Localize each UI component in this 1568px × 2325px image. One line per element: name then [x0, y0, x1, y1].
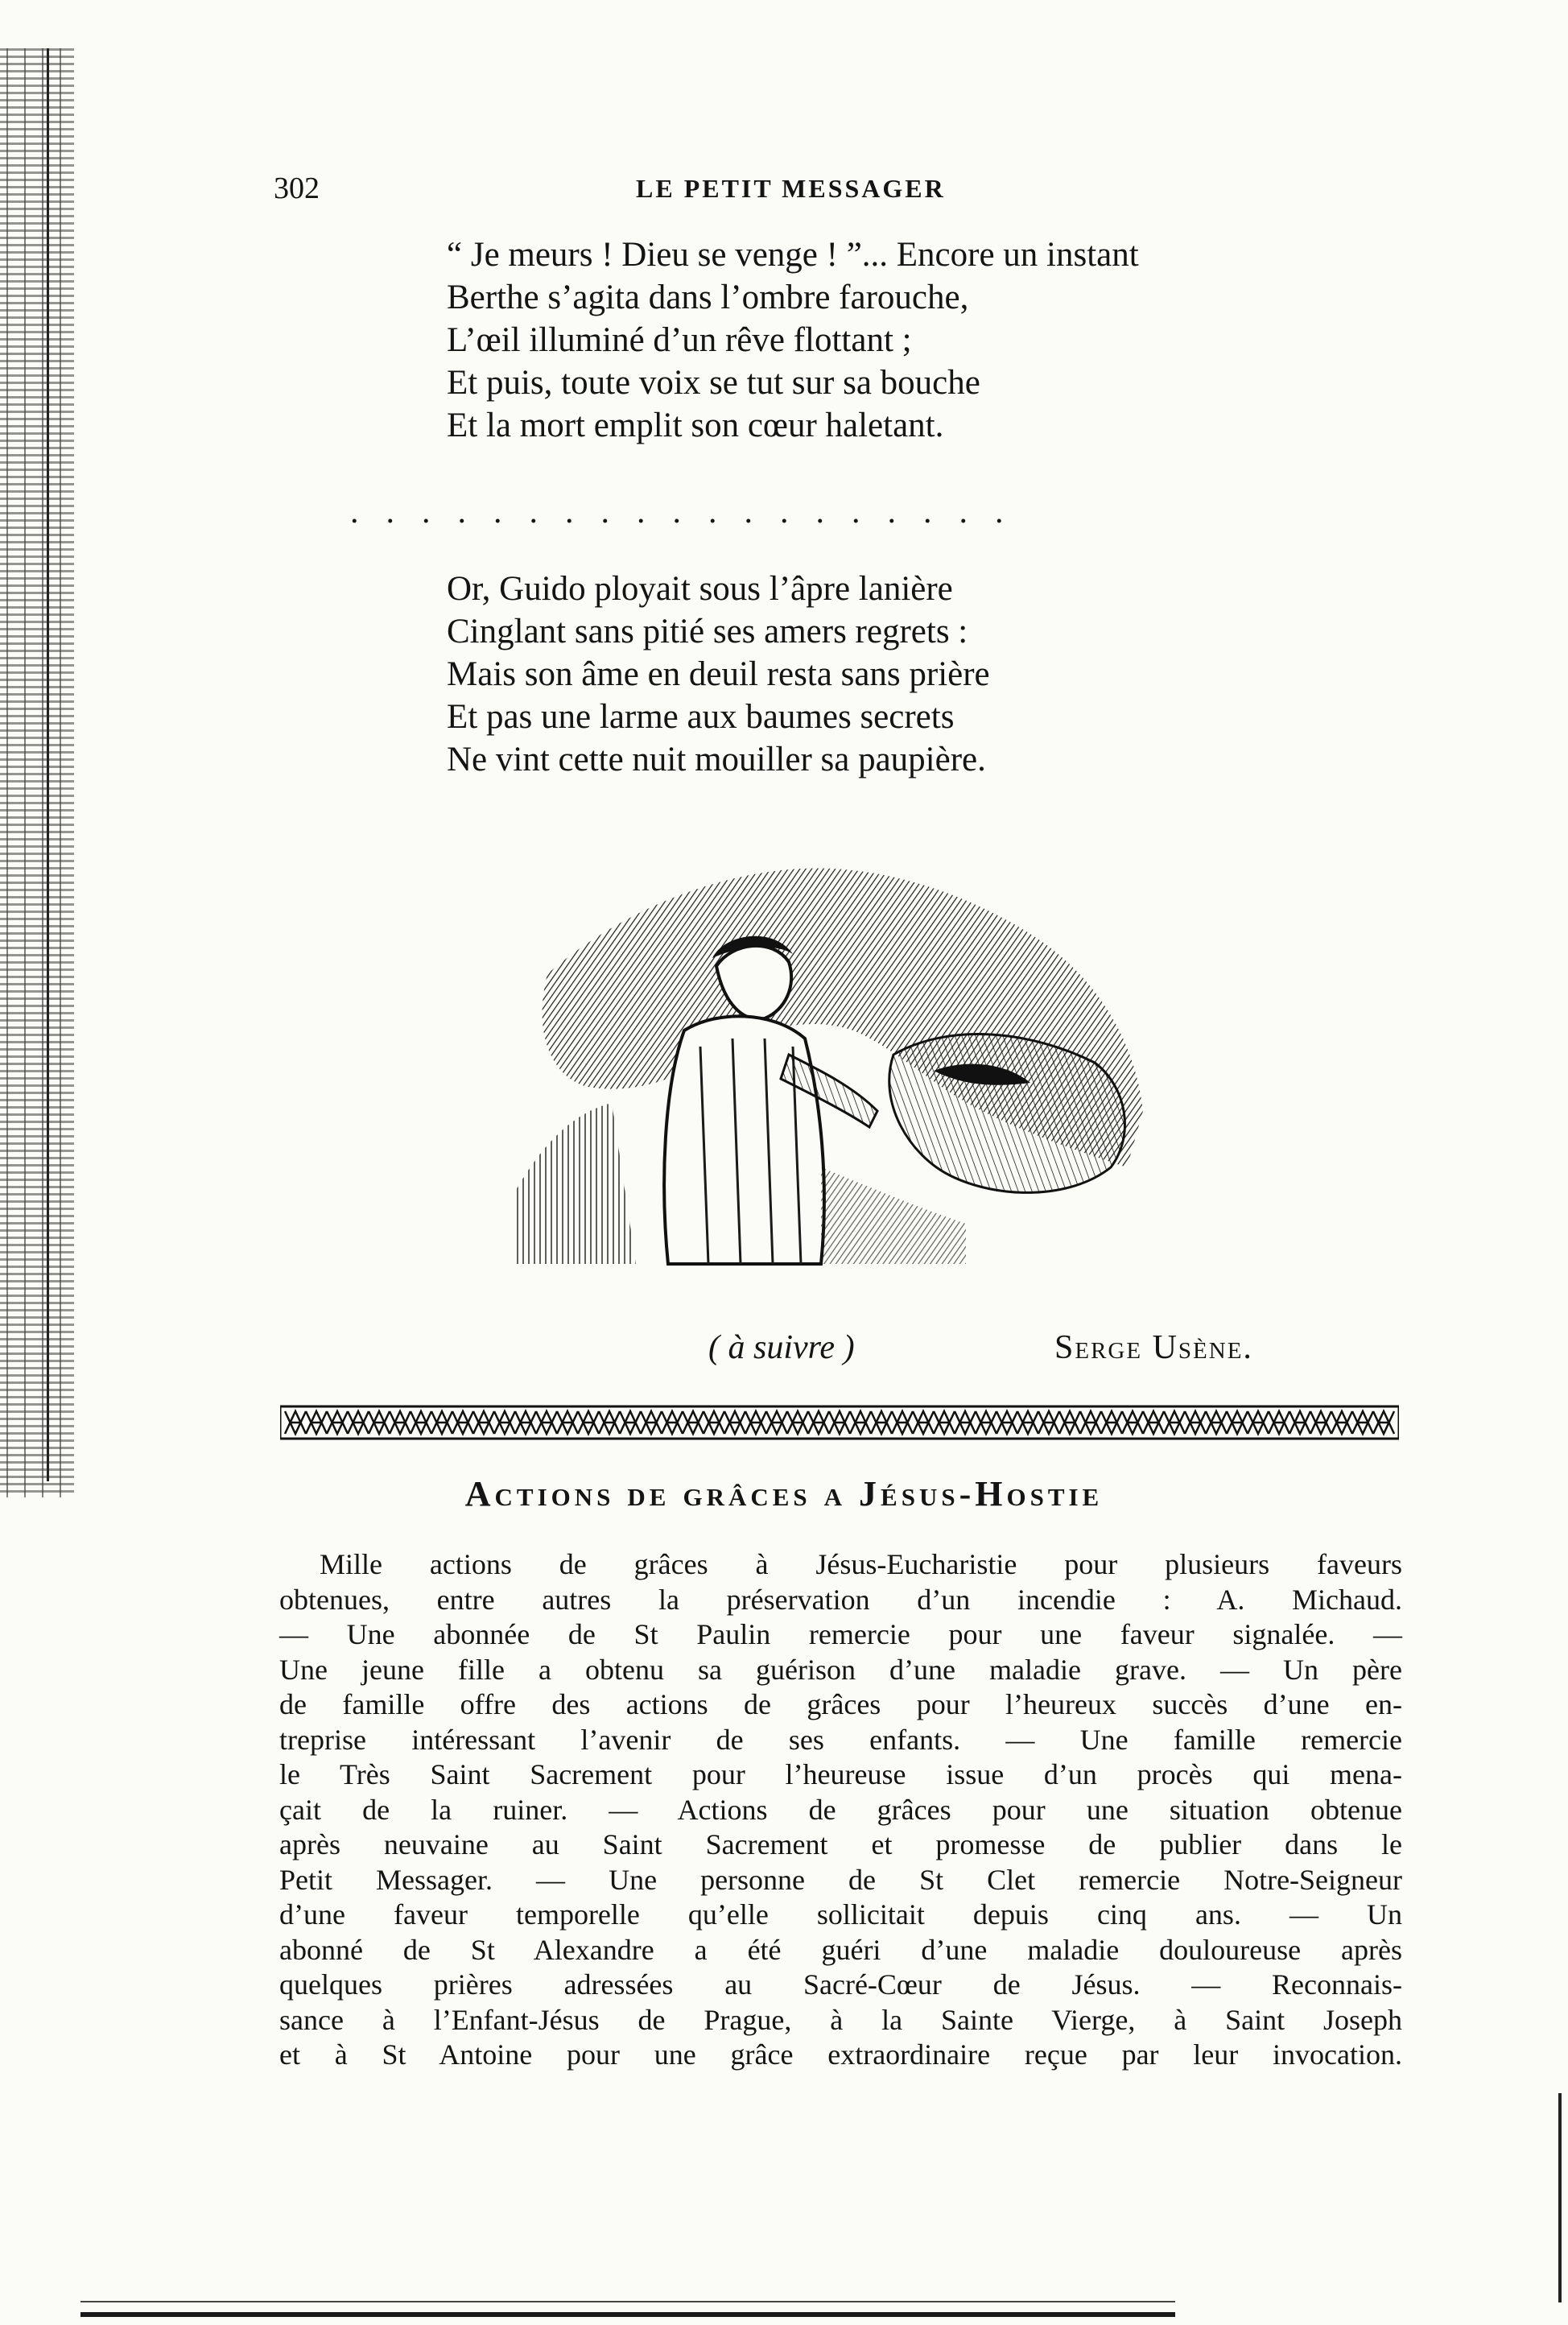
poem-line: Or, Guido ployait sous l’âpre lanière	[447, 570, 953, 608]
poem-line: Berthe s’agita dans l’ombre farouche,	[447, 279, 969, 316]
bottom-rule	[80, 2312, 1175, 2317]
poem-stanza-1	[447, 233, 1139, 447]
book-binding-edge	[0, 48, 74, 1497]
page-header	[274, 171, 1401, 206]
paragraph-line: sance à l’Enfant-Jésus de Prague, à la Sainte Vierge, à Saint Joseph	[279, 2003, 1402, 2036]
paragraph-line: Mille actions de grâces à Jésus-Eucharistie pour plusieurs faveurs	[320, 1548, 1402, 1580]
paragraph-line: d’une faveur temporelle qu’elle sollicitait depuis cinq ans. — Un	[279, 1898, 1402, 1931]
running-title: LE PETIT MESSAGER	[636, 174, 946, 203]
paragraph-line: — Une abonnée de St Paulin remercie pour une faveur signalée. —	[279, 1618, 1402, 1650]
paragraph-line: çait de la ruiner. — Actions de grâces pour une situation obtenue	[279, 1793, 1402, 1826]
poem-line: Cinglant sans pitié ses amers regrets :	[447, 613, 968, 650]
binding-line	[47, 48, 49, 1481]
poem-line: Et puis, toute voix se tut sur sa bouche	[447, 364, 980, 402]
ground-shadow	[821, 1167, 966, 1264]
decorative-border-ornament	[280, 1405, 1399, 1440]
page-number: 302	[274, 171, 320, 205]
paragraph-line: quelques prières adressées au Sacré-Cœur de Jésus. — Reconnais-	[279, 1968, 1402, 2001]
poem-stanza-2	[447, 568, 990, 781]
paragraph-line: Petit Messager. — Une personne de St Clet remercie Notre-Seigneur	[279, 1863, 1402, 1896]
paragraph-line: et à St Antoine pour une grâce extraordinaire reçue par leur invocation.	[279, 2038, 1402, 2071]
section-title: Actions de grâces a Jésus-Hostie	[464, 1474, 1104, 1514]
paragraph-line: Une jeune fille a obtenu sa guérison d’une maladie grave. — Un père	[279, 1653, 1402, 1686]
poem-line: “ Je meurs ! Dieu se venge ! ”... Encore un instant	[447, 236, 1139, 274]
paragraph-line: le Très Saint Sacrement pour l’heureuse issue d’un procès qui mena-	[279, 1758, 1402, 1790]
foreground-grass	[515, 1103, 636, 1264]
paragraph-line: abonné de St Alexandre a été guéri d’une maladie douloureuse après	[279, 1933, 1402, 1966]
paragraph-line: treprise intéressant l’avenir de ses enfants. — Une famille remercie	[279, 1723, 1402, 1756]
thanksgiving-paragraph	[279, 1547, 1402, 2073]
right-edge-mark	[1558, 2093, 1562, 2302]
poem-line: Et pas une larme aux baumes secrets	[447, 698, 955, 736]
paragraph-line: obtenues, entre autres la préservation d’un incendie : A. Michaud.	[279, 1583, 1402, 1616]
author-signature: Serge Usène.	[1054, 1329, 1253, 1366]
bottom-rule-thin	[80, 2301, 1175, 2302]
poem-line: Mais son âme en deuil resta sans prière	[447, 655, 990, 693]
engraving-illustration	[515, 845, 1151, 1280]
paragraph-line: après neuvaine au Saint Sacrement et promesse de publier dans le	[279, 1828, 1402, 1860]
to-follow-note: ( à suivre )	[708, 1329, 855, 1366]
poem-line: L’œil illuminé d’un rêve flottant ;	[447, 321, 912, 359]
poem-line: Ne vint cette nuit mouiller sa paupière.	[447, 741, 986, 778]
poem-line: Et la mort emplit son cœur haletant.	[447, 407, 944, 444]
paragraph-line: de famille offre des actions de grâces pour l’heureux succès d’une en-	[279, 1688, 1402, 1720]
stanza-separator-dots: ...................	[350, 493, 1031, 531]
